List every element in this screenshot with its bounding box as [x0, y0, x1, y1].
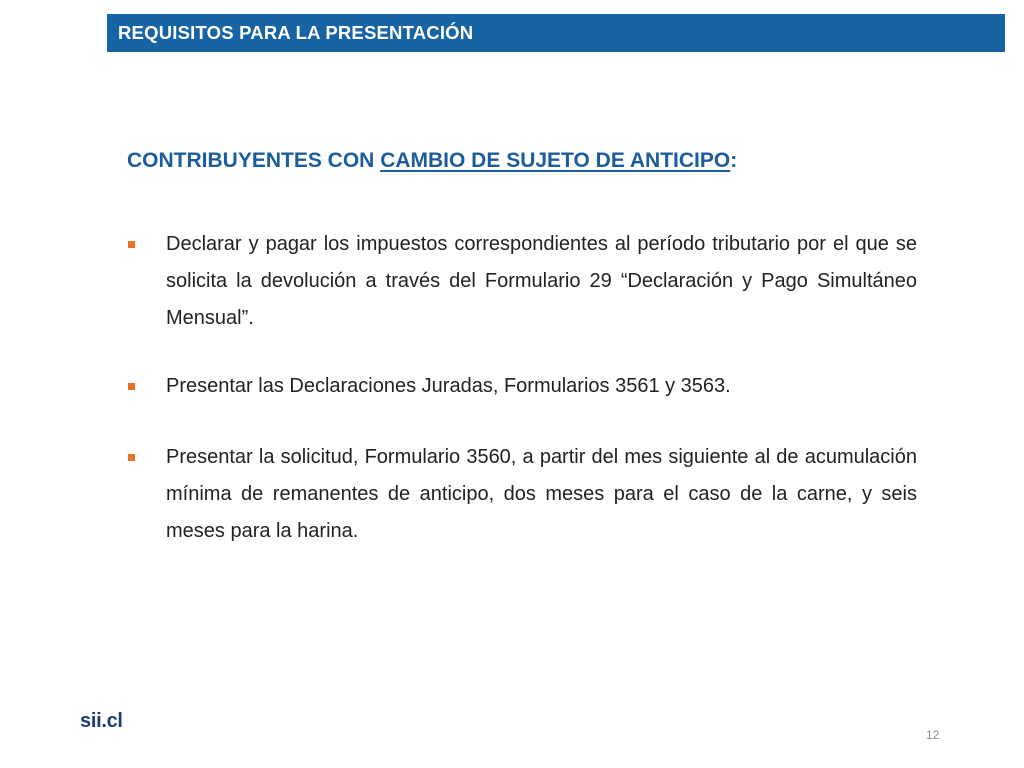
bullet-text: Presentar la solicitud, Formulario 3560, a partir del mes siguiente al de acumulación mínima de remanentes de anticipo, dos meses para el caso de la carne, y seis meses para la harina.: [166, 446, 917, 542]
heading-suffix: :: [730, 149, 738, 172]
bullet-marker-icon: [128, 241, 135, 248]
bullet-text: Presentar las Declaraciones Juradas, Formularios 3561 y 3563.: [166, 375, 731, 397]
section-heading: [127, 146, 737, 176]
heading-prefix: CONTRIBUYENTES CON: [127, 149, 381, 172]
slide-title: REQUISITOS PARA LA PRESENTACIÓN: [118, 22, 474, 43]
bullet-marker-icon: [128, 454, 135, 461]
bullet-text: Declarar y pagar los impuestos correspondientes al período tributario por el que se solicita la devolución a través del Formulario 29 “Declaración y Pago Simultáneo Mensual”.: [166, 233, 917, 329]
header-bar: [107, 14, 1005, 52]
bullet-marker-icon: [128, 383, 135, 390]
bullet-item: [128, 226, 917, 337]
bullet-item: [128, 439, 917, 550]
heading-underlined: CAMBIO DE SUJETO DE ANTICIPO: [380, 149, 731, 172]
sii-logo: sii.cl: [80, 710, 123, 732]
page-number: 12: [926, 728, 940, 742]
bullet-item: [128, 368, 917, 405]
